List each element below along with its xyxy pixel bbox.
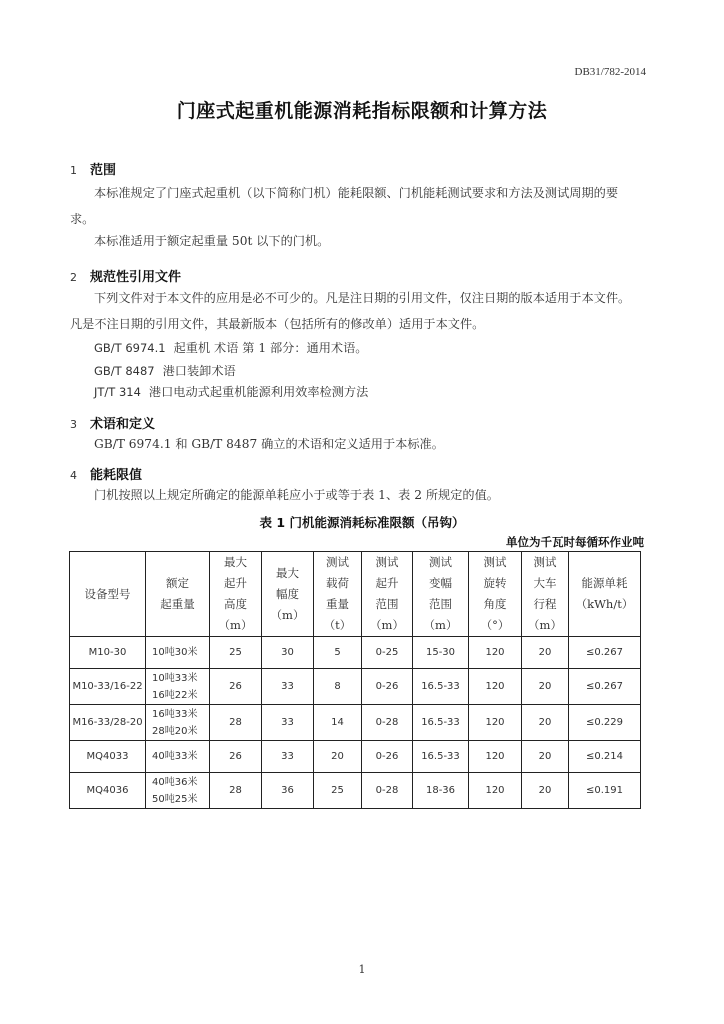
max-lift-cell: 28 [210, 773, 262, 809]
text-line: 凡是不注日期的引用文件，其最新版本（包括所有的修改单）适用于本文件。 [70, 317, 485, 331]
section-title: 规范性引用文件 [90, 270, 182, 285]
load-cell: 20 [314, 741, 362, 773]
slew-cell: 120 [469, 773, 522, 809]
model-cell: MQ4036 [70, 773, 146, 809]
reference-item [94, 383, 368, 400]
lift-range-cell: 0-26 [362, 669, 413, 705]
section-4-paragraph-1 [70, 482, 645, 508]
table-row [70, 705, 641, 741]
capacity-cell [146, 669, 210, 705]
header-line: 行程 [533, 597, 557, 611]
capacity-line: 28吨20米 [152, 725, 198, 737]
slew-cell: 120 [469, 637, 522, 669]
reference-text: 起重机 术语 第 1 部分：通用术语。 [173, 341, 368, 355]
section-heading-2 [70, 266, 181, 285]
header-line: 起升 [224, 576, 247, 590]
capacity-line: 10吨33米 [152, 672, 198, 684]
max-radius-cell: 33 [262, 741, 314, 773]
model-cell: MQ4033 [70, 741, 146, 773]
header-line: 旋转 [483, 576, 507, 590]
header-line: （m） [528, 618, 562, 632]
table-unit-note: 单位为千瓦时每循环作业吨 [506, 535, 644, 549]
table-header-cell [469, 552, 522, 637]
header-line: 角度 [483, 597, 507, 611]
text-line: 本标准适用于额定起重量 50t 以下的门机。 [94, 234, 330, 248]
section-title: 范围 [90, 163, 117, 178]
table-header-cell [70, 552, 146, 637]
header-line: 载荷 [326, 576, 349, 590]
header-line: （m） [423, 618, 458, 632]
load-cell: 25 [314, 773, 362, 809]
header-line: （kWh/t） [575, 597, 634, 611]
section-title: 能耗限值 [90, 468, 143, 483]
energy-cell: ≤0.229 [569, 705, 641, 741]
text-line: 求。 [70, 212, 95, 226]
header-line: （m） [218, 618, 253, 632]
capacity-cell [146, 705, 210, 741]
header-line: 测试 [483, 555, 507, 569]
reference-code: GB/T 6974.1 [94, 341, 166, 355]
reference-item [94, 362, 236, 379]
max-radius-cell: 33 [262, 705, 314, 741]
slew-cell: 120 [469, 669, 522, 705]
reference-code: GB/T 8487 [94, 364, 155, 378]
header-line: 额定 [166, 576, 189, 590]
load-cell: 14 [314, 705, 362, 741]
section-number: 4 [70, 469, 77, 482]
section-title: 术语和定义 [90, 417, 156, 432]
luff-range-cell: 18-36 [413, 773, 469, 809]
lift-range-cell: 0-25 [362, 637, 413, 669]
reference-text: 港口装卸术语 [162, 364, 236, 378]
header-line: （°） [480, 618, 510, 632]
energy-limit-table [69, 551, 641, 809]
model-cell: M10-30 [70, 637, 146, 669]
model-cell: M10-33/16-22 [70, 669, 146, 705]
capacity-line: 40吨36米 [152, 776, 198, 788]
slew-cell: 120 [469, 705, 522, 741]
load-cell: 5 [314, 637, 362, 669]
travel-cell: 20 [522, 773, 569, 809]
header-line: 测试 [533, 555, 557, 569]
capacity-line: 50吨25米 [152, 793, 198, 805]
luff-range-cell: 16.5-33 [413, 669, 469, 705]
table-header-cell [262, 552, 314, 637]
table-caption: 表 1 门机能源消耗标准限额（吊钩） [259, 515, 465, 530]
reference-code: JT/T 314 [94, 385, 141, 399]
max-radius-cell: 33 [262, 669, 314, 705]
table-header-cell [569, 552, 641, 637]
section-heading-3 [70, 413, 155, 432]
energy-cell: ≤0.191 [569, 773, 641, 809]
table-body [70, 637, 641, 809]
lift-range-cell: 0-26 [362, 741, 413, 773]
travel-cell: 20 [522, 705, 569, 741]
text-line: 下列文件对于本文件的应用是必不可少的。凡是注日期的引用文件，仅注日期的版本适用于本文件。 [94, 291, 631, 305]
energy-cell: ≤0.267 [569, 637, 641, 669]
section-3-paragraph-1 [70, 431, 645, 457]
lift-range-cell: 0-28 [362, 773, 413, 809]
section-number: 1 [70, 164, 77, 177]
load-cell: 8 [314, 669, 362, 705]
header-line: 范围 [429, 597, 452, 611]
header-line: 范围 [375, 597, 399, 611]
header-line: （m） [370, 618, 404, 632]
header-line: 测试 [326, 555, 349, 569]
header-line: 设备型号 [84, 586, 131, 601]
section-number: 2 [70, 271, 77, 284]
energy-cell: ≤0.214 [569, 741, 641, 773]
capacity-line: 10吨30米 [152, 647, 198, 658]
section-heading-1 [70, 159, 116, 178]
text-line: GB/T 6974.1 和 GB/T 8487 确立的术语和定义适用于本标准。 [94, 437, 444, 451]
max-lift-cell: 26 [210, 741, 262, 773]
page-title: 门座式起重机能源消耗指标限额和计算方法 [176, 100, 548, 122]
max-lift-cell: 25 [210, 637, 262, 669]
travel-cell: 20 [522, 669, 569, 705]
section-2-paragraph-1 [70, 285, 645, 337]
section-1-paragraph-1 [70, 180, 645, 232]
lift-range-cell: 0-28 [362, 705, 413, 741]
travel-cell: 20 [522, 637, 569, 669]
table-header-cell [210, 552, 262, 637]
capacity-line: 16吨22米 [152, 689, 198, 701]
capacity-line: 16吨33米 [152, 708, 198, 720]
header-line: 最大 [224, 555, 247, 569]
table-header-cell [413, 552, 469, 637]
header-line: 起重量 [160, 597, 195, 611]
capacity-line: 40吨33米 [152, 751, 198, 762]
table-row [70, 637, 641, 669]
header-line: 大车 [533, 576, 557, 590]
table-row [70, 741, 641, 773]
header-line: 测试 [375, 555, 399, 569]
travel-cell: 20 [522, 741, 569, 773]
capacity-cell [146, 773, 210, 809]
max-lift-cell: 26 [210, 669, 262, 705]
text-line: 门机按照以上规定所确定的能源单耗应小于或等于表 1、表 2 所规定的值。 [94, 488, 499, 502]
luff-range-cell: 16.5-33 [413, 741, 469, 773]
header-line: 幅度 [276, 586, 299, 601]
document-code: DB31/782-2014 [574, 66, 646, 78]
reference-item [94, 339, 368, 356]
header-line: 测试 [429, 555, 452, 569]
text-line: 本标准规定了门座式起重机（以下简称门机）能耗限额、门机能耗测试要求和方法及测试周期的要 [94, 186, 619, 200]
header-line: 起升 [375, 576, 399, 590]
header-line: （m） [270, 607, 305, 622]
table-header-cell [522, 552, 569, 637]
max-radius-cell: 36 [262, 773, 314, 809]
table-header-cell [146, 552, 210, 637]
luff-range-cell: 15-30 [413, 637, 469, 669]
header-line: 变幅 [429, 576, 452, 590]
section-number: 3 [70, 418, 77, 431]
max-radius-cell: 30 [262, 637, 314, 669]
table-header-row [70, 552, 641, 637]
header-line: （t） [323, 618, 352, 632]
capacity-cell [146, 637, 210, 669]
reference-text: 港口电动式起重机能源利用效率检测方法 [148, 385, 369, 399]
capacity-cell [146, 741, 210, 773]
page-number: 1 [358, 963, 366, 976]
header-line: 能源单耗 [581, 576, 628, 590]
energy-cell: ≤0.267 [569, 669, 641, 705]
max-lift-cell: 28 [210, 705, 262, 741]
header-line: 重量 [326, 597, 349, 611]
header-line: 最大 [276, 565, 299, 580]
table-row [70, 669, 641, 705]
luff-range-cell: 16.5-33 [413, 705, 469, 741]
table-header-cell [314, 552, 362, 637]
section-heading-4 [70, 464, 142, 483]
table-header-cell [362, 552, 413, 637]
slew-cell: 120 [469, 741, 522, 773]
section-1-paragraph-2 [70, 228, 645, 254]
model-cell: M16-33/28-20 [70, 705, 146, 741]
header-line: 高度 [224, 597, 247, 611]
table-row [70, 773, 641, 809]
